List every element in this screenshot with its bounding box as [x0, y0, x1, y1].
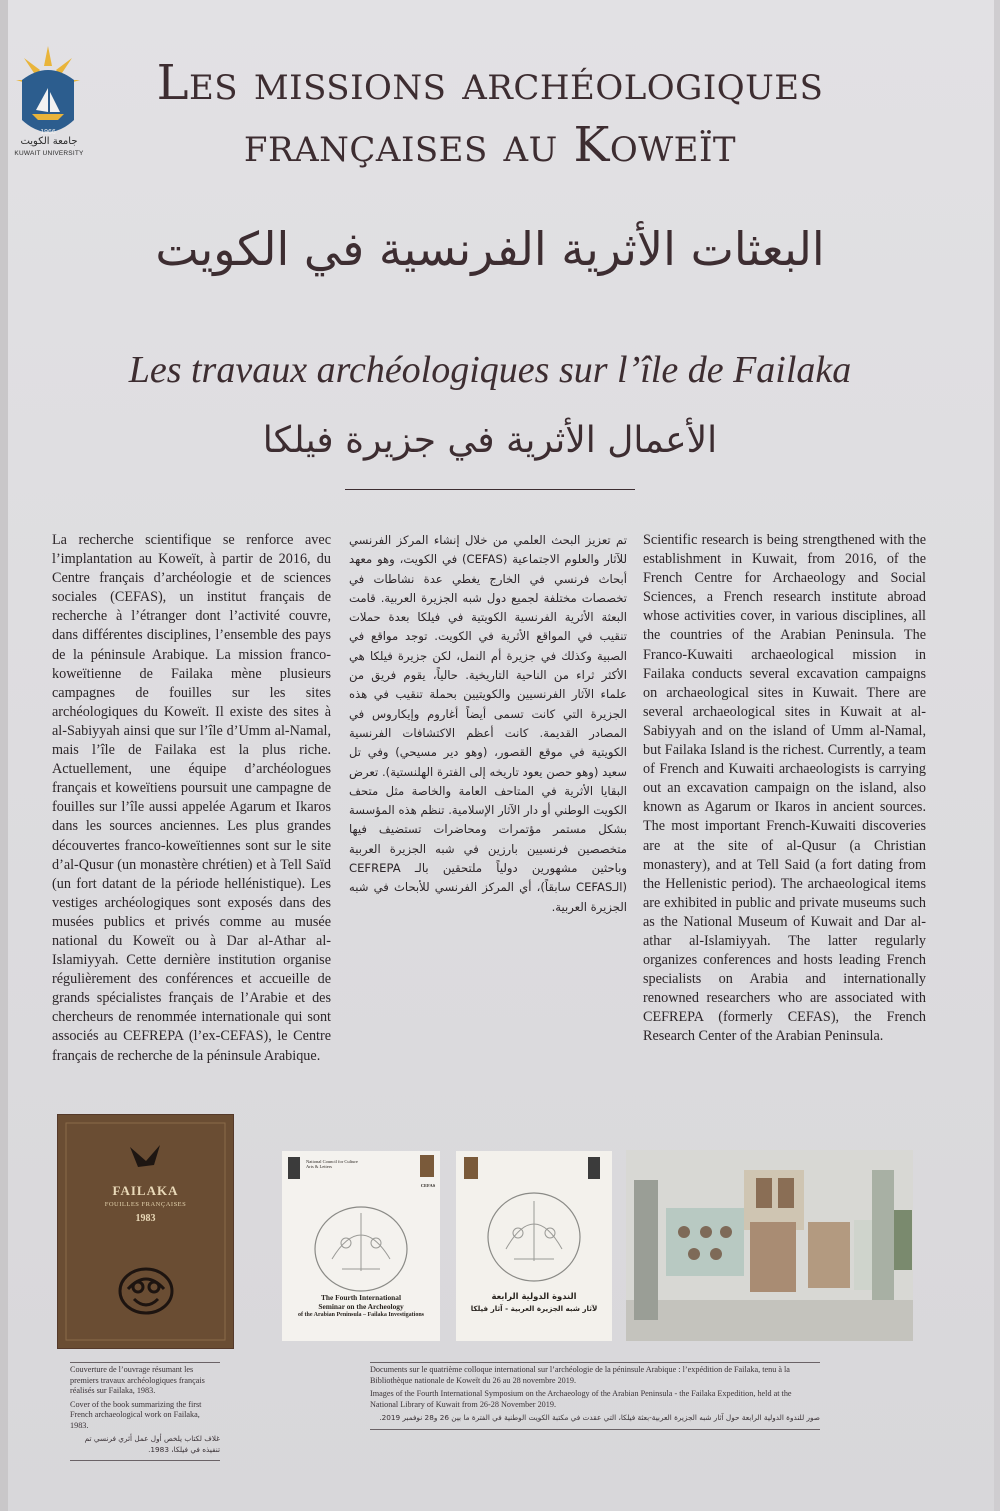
poster-ar-line-1: الندوة الدولية الرابعة	[491, 1291, 577, 1301]
book-caption-en: Cover of the book summarizing the first French archaeological work on Failaka, 1983.	[70, 1399, 202, 1430]
book-subtitle: FOUILLES FRANÇAISES	[104, 1201, 187, 1208]
book-cover-art	[58, 1115, 233, 1348]
posters-caption	[370, 1362, 820, 1430]
poster-title-line-3: of the Arabian Peninsula – Failaka Investigations	[297, 1312, 425, 1318]
panel-right-edge	[994, 0, 1000, 1511]
text-column-arabic: تم تعزيز البحث العلمي من خلال إنشاء المركز الفرنسي للآثار والعلوم الاجتماعية (CEFAS) في الكويت، وهو معهد أبحاث فرنسي في الخارج يغطي عدة نشاطات في تخصصات مختلفة لجميع دول شبه الجزيرة العربية. قامت البعثة الأثرية الفرنسية الكويتية في فيلكا بعدة حملات تنقيب في المواقع الأثرية في الكويت. توجد مواقع في الصبية وكذلك في جزيرة أم النمل، لكن جزيرة فيلكا هي الأكثر ثراء من الناحية التاريخية. حالياً، يقوم فريق من علماء الآثار الفرنسيين والكويتيين بحملة تنقيب في هذه الجزيرة التي كانت تسمى أيضاً أغاروم وإيكاروس في المصادر القديمة. كانت أعظم الاكتشافات الفرنسية الكويتية في موقع القصور، (وهو دير مسيحي) وفي تل سعيد (وهو حصن يعود تاريخه إلى الفترة الهلنستية). تعرض البقايا الأثرية في المتاحف العامة والخاصة مثل متحف الكويت الوطني أو دار الآثار الإسلامية. تنظم هذه المؤسسة بشكل مستمر مؤتمرات ومحاضرات تستضيف فيها متخصصين فرنسيين بارزين في شبه الجزيرة العربية وباحثين مشهورين دولياً ملتحقين بالـ CEFREPA (الـCEFAS سابقاً)، أي المركز الفرنسي للأبحاث في شبه الجزيرة العربية.	[349, 533, 627, 914]
museum-exhibition-photo	[626, 1150, 913, 1341]
museum-photo-art	[626, 1150, 913, 1341]
book-year: 1983	[135, 1213, 156, 1224]
logo-english-name: KUWAIT UNIVERSITY	[14, 150, 84, 157]
subtitle-arabic: الأعمال الأثرية في جزيرة فيلكا	[262, 420, 718, 461]
panel-left-edge	[0, 0, 8, 1511]
subtitle-french: Les travaux archéologiques sur l’île de Failaka	[128, 349, 852, 391]
title-line-2: françaises au Koweït	[243, 117, 737, 173]
main-title-arabic: البعثات الأثرية الفرنسية في الكويت	[155, 222, 825, 276]
posters-caption-ar: صور للندوة الدولية الرابعة حول آثار شبه الجزيرة العربية-بعثة فيلكا، التي عقدت في مكتبة الكويت الوطنية في الفترة ما بين 26 و28 نوفمبر 2019.	[379, 1413, 820, 1422]
poster-ar-line-2: لآثار شبه الجزيرة العربية - آثار فيلكا	[470, 1304, 598, 1313]
book-caption-ar: غلاف لكتاب يلخص أول عمل أثري فرنسي تم تنفيذه في فيلكا، 1983.	[84, 1434, 220, 1454]
text-column-french: La recherche scientifique se renforce avec l’implantation au Koweït, à partir de 2016, du Centre français d’archéologie et de sciences sociales (CEFAS), un institut français de recherche à l’étranger dont l’activité couvre, dans différentes disciplines, l’ensemble des pays de la péninsule Arabique. La mission franco-koweïtienne de Failaka mène plusieurs campagnes de fouilles sur les sites archéologiques du Koweït. Il existe des sites à al-Sabiyyah ainsi que sur l’île d’Umm al-Namal, mais l’île de Failaka est la plus riche. Actuellement, une équipe d’archéologues français et koweïtiens poursuit une campagne de fouilles sur l’île aussi appelée Agarum et Ikaros dans les sources anciennes. Les plus grandes découvertes franco-koweïtiennes sont sur le site d’al-Qusur (un monastère chrétien) et à Tell Saïd (un fort datant de la période hellénistique). Les vestiges archéologiques sont exposés dans des musées publics et privés comme au musée national du Koweït ou à Dar al-Athar al-Islamiyyah. Cette dernière institution organise régulièrement des conférences et accueille de grands spécialistes français de l’Arabie et des chercheurs de renommée internationale qui sont associés au CEFREPA (l’ex-CEFAS), le Centre français de recherche de la péninsule Arabique.	[52, 532, 331, 1064]
poster-title-line-2: Seminar on the Archeology	[318, 1302, 404, 1311]
book-cover-image	[57, 1114, 234, 1349]
main-title-french	[100, 52, 880, 176]
poster-council-name: National Council for Culture Arts & Letters	[306, 1159, 358, 1169]
poster-title-line-1: The Fourth International	[320, 1293, 402, 1302]
seminar-poster-arabic	[456, 1151, 612, 1341]
book-title: FAILAKA	[112, 1183, 179, 1198]
logo-arabic-name: جامعة الكويت	[20, 136, 78, 147]
text-column-english: Scientific research is being strengthened with the establishment in Kuwait, from 2016, of the French Centre for Archaeology and Social Sciences, a French research institute abroad whose activities cover, in various disciplines, all the countries of the Arabian Peninsula. The Franco-Kuwaiti archaeological mission in Failaka conducts several excavation campaigns on archaeological sites in Kuwait. There are several archaeological sites in Kuwait at al-Sabiyyah and on the island of Umm al-Namal, but Failaka Island is the richest. Currently, a team of French and Kuwaiti archaeologists is carrying out an excavation campaign on the island, also known as Agarum or Ikaros in ancient sources. The most important French-Kuwaiti discoveries are at the site of al-Qusur (a Christian monastery), and at Tell Said (a fort dating from the Hellenistic period). The archaeological items are exhibited in public and private museums such as the National Museum of Kuwait and Dar al-athar al-Islamiyyah. The latter regularly organizes conferences and hosts leading French specialists on Arabia and internationally renowned researchers who are associated with CEFREPA (formerly CEFAS), the French Research Center of the Arabian Peninsula.	[643, 532, 926, 1045]
posters-caption-fr: Documents sur le quatrième colloque international sur l’archéologie de la péninsule Arabique : l’expédition de Failaka, tenu à la Bibliothèque nationale de Koweït du 26 au 28 novembre 2019.	[370, 1365, 790, 1385]
book-caption	[70, 1362, 220, 1461]
logo-year: 1966	[40, 129, 56, 136]
title-line-1: Les missions archéologiques	[156, 55, 824, 111]
poster-brand: CEFAS	[420, 1183, 436, 1188]
title-divider	[345, 489, 635, 490]
book-caption-fr: Couverture de l’ouvrage résumant les premiers travaux archéologiques français réalisés sur Failaka, 1983.	[70, 1365, 205, 1395]
posters-caption-en: Images of the Fourth International Symposium on the Archaeology of the Arabian Peninsula - the Failaka Expedition, held at the National Library of Kuwait from 26-28 November 2019.	[370, 1389, 792, 1409]
seminar-poster-english	[282, 1151, 440, 1341]
